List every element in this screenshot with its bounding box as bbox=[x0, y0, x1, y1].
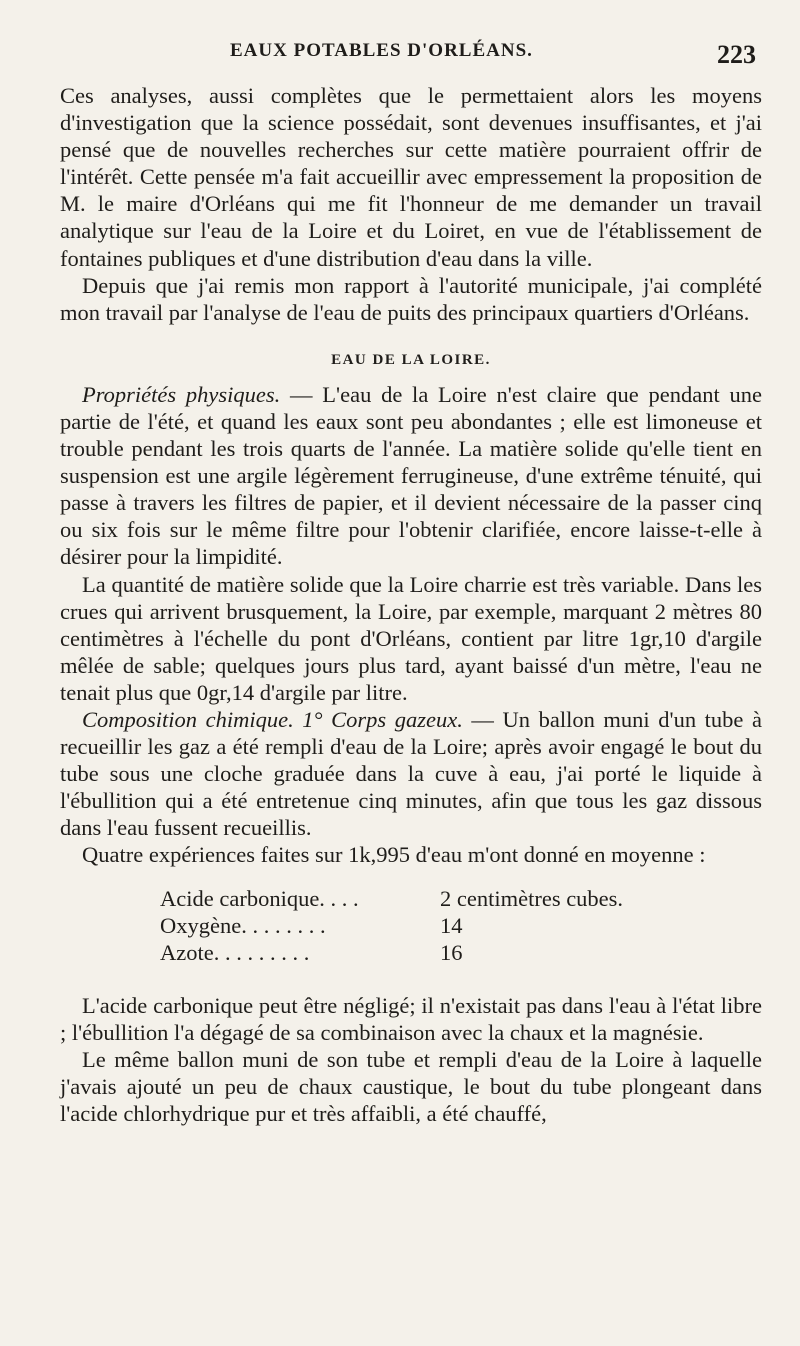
text-chemical-composition: — Un ballon muni d'un tube à recueillir les gaz a été rempli d'eau de la Loire; après avoir engagé le bout du tube sous une cloche graduée dans la cuve à eau, j'ai porté le liquide à l'ébullition qui a été entretenue cinq minutes, afin que tous les gaz dissous dans l'eau fussent recueillis. bbox=[60, 706, 762, 841]
paragraph-intro: Ces analyses, aussi complètes que le permettaient alors les moyens d'investigation que la science possédait, sont devenues insuffisantes, et j'ai pensé que de nouvelles recherches sur cette matière pourraient offrir de l'intérêt. Cette pensée m'a fait accueillir avec empressement la proposition de M. le maire d'Orléans qui me fit l'honneur de me demander un travail analytique sur l'eau de la Loire et du Loiret, en vue de l'établissement de fontaines publiques et d'une distribution d'eau dans la ville. bbox=[60, 83, 762, 271]
paragraph-report: Depuis que j'ai remis mon rapport à l'autorité municipale, j'ai complété mon travail par l'analyse de l'eau de puits des principaux quartiers d'Orléans. bbox=[60, 272, 762, 325]
gas-value: 14 bbox=[440, 912, 463, 938]
gas-row bbox=[160, 939, 762, 966]
paragraph-solid-matter: La quantité de matière solide que la Loire charrie est très variable. Dans les crues qui arrivent brusquement, la Loire, par exemple, marquant 2 mètres 80 centimètres à l'échelle du pont d'Orléans, contient par litre 1gr,10 d'argile mêlée de sable; quelques jours plus tard, ayant baissé d'un mètre, l'eau ne tenait plus que 0gr,14 d'argile par litre. bbox=[60, 571, 762, 705]
gas-name: Oxygène. . . . . . . . bbox=[160, 912, 326, 938]
paragraph-physical-properties bbox=[60, 381, 762, 571]
gas-name: Azote. . . . . . . . . bbox=[160, 939, 310, 965]
lead-physical-properties: Propriétés physiques. bbox=[82, 381, 281, 407]
gas-name: Acide carbonique. . . . bbox=[160, 885, 359, 911]
page-header bbox=[60, 26, 762, 82]
section-title: EAU DE LA LOIRE. bbox=[331, 351, 491, 368]
gas-row bbox=[160, 885, 762, 912]
gas-value: 16 bbox=[440, 939, 463, 965]
paragraph-same-balloon: Le même ballon muni de son tube et rempli d'eau de la Loire à laquelle j'avais ajouté un peu de chaux caustique, le bout du tube plongeant dans l'acide chlorhydrique pur et très affaibli, a été chauffé, bbox=[60, 1046, 762, 1126]
gas-table bbox=[160, 885, 762, 966]
running-title: EAUX POTABLES D'ORLÉANS. bbox=[230, 40, 533, 61]
text-physical-properties: — L'eau de la Loire n'est claire que pendant une partie de l'été, et quand les eaux sont peu abondantes ; elle est limoneuse et trouble pendant les trois quarts de l'année. La matière solide qu'elle tient en suspension est une argile légèrement ferrugineuse, d'une extrême ténuité, qui passe à travers les filtres de papier, et il devient nécessaire de la passer cinq ou six fois sur le même filtre pour l'obtenir clarifiée, encore laisse-t-elle à désirer pour la limpidité. bbox=[60, 381, 763, 570]
paragraph-chemical-composition bbox=[60, 706, 762, 841]
lead-chemical-composition: Composition chimique. 1° Corps gazeux. bbox=[82, 706, 463, 732]
gas-value: 2 centimètres cubes. bbox=[440, 885, 624, 911]
paragraph-carbonic-acid: L'acide carbonique peut être négligé; il n'existait pas dans l'eau à l'état libre ; l'ébullition l'a dégagé de sa combinaison avec la chaux et la magnésie. bbox=[60, 992, 762, 1045]
page-number: 223 bbox=[717, 40, 756, 69]
paragraph-experiments: Quatre expériences faites sur 1k,995 d'eau m'ont donné en moyenne : bbox=[82, 842, 706, 868]
gas-row bbox=[160, 912, 762, 939]
